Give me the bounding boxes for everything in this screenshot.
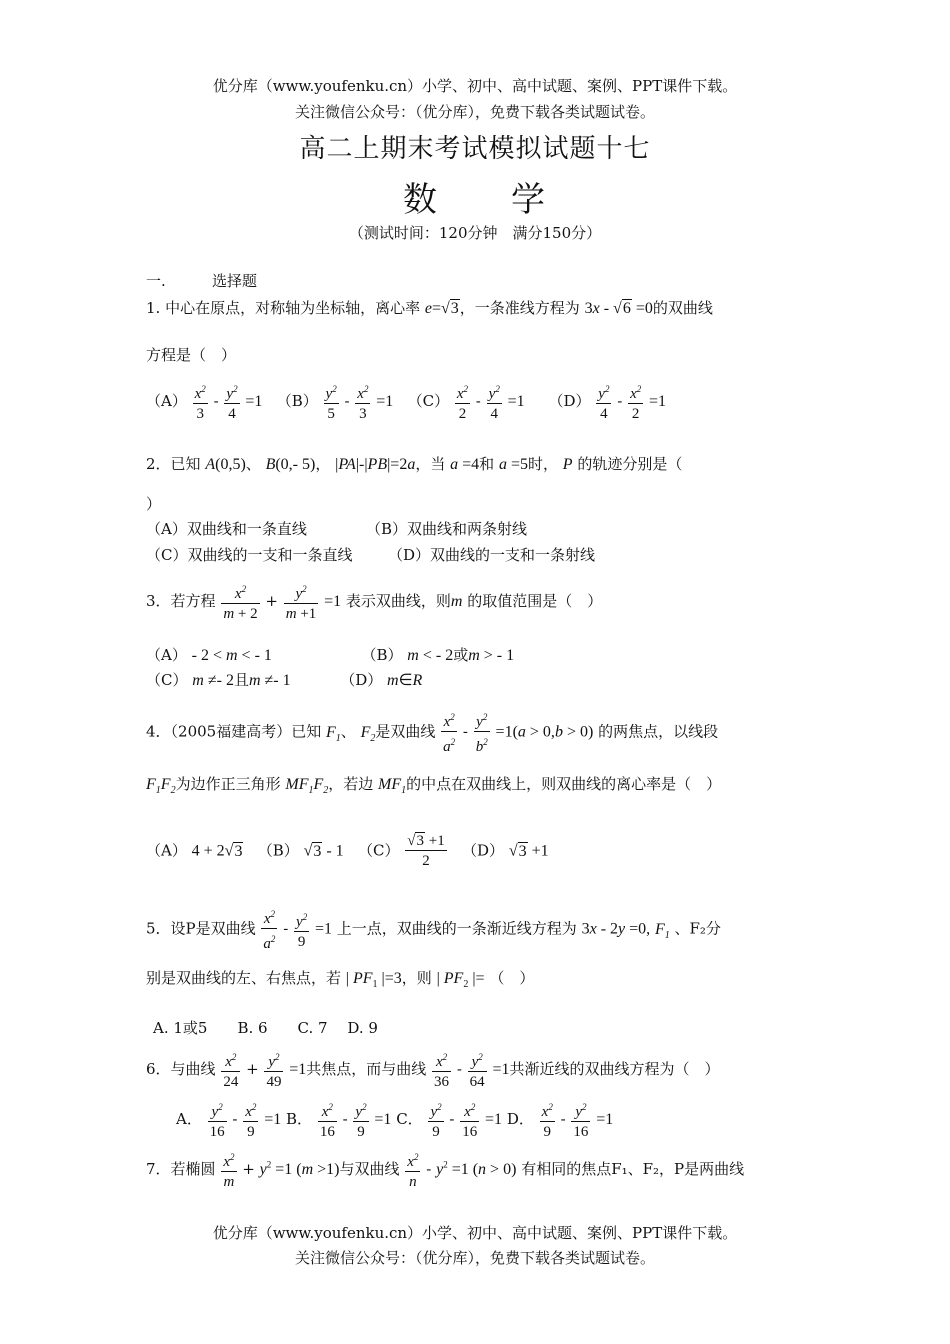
section-name: 选择题 [212, 272, 258, 290]
header-line-1: 优分库（www.youfenku.cn）小学、初中、高中试题、案例、PPT课件下载。 [212, 77, 738, 95]
question-6-options: A． $\frac{y^2}{16}$ - $\frac{x^2}{9}$ =1 B． $\frac{x^2}{16}$ - $\frac{y^2}{9}$ =1 C． $\frac{y^2}{9}$ - $\frac{x^2}{16}$ =1 D． $\frac{x^2}{9}$ - $\frac{y^2}{16}$ =1 [176, 1098, 613, 1142]
header-line-2: 关注微信公众号：（优分库），免费下载各类试题试卷。 [294, 103, 655, 121]
question-3-options-ab: （A） - 2 < m < - 1 （B） m < - 2或m > - 1 [146, 646, 515, 664]
question-7-line-1: 7．若椭圆 $\frac{x^2}{m}$ + $y^2 =1$ (m >1)与双曲线 $\frac{x^2}{n}$ - $y^2 =1$ (n > 0) 有相同的焦点F₁、F₂，P是两曲线 [146, 1148, 744, 1192]
section-number: 一. [146, 272, 166, 290]
page-title: 高二上期末考试模拟试题十七 [299, 134, 651, 164]
question-2-option-c: （C）双曲线的一支和一条直线 [146, 546, 353, 564]
question-2-option-d: （D）双曲线的一支和一条射线 [388, 546, 596, 564]
question-2-line-1: 2．已知 A(0,5)、 B(0,- 5)， |PA|-|PB|=2a，当 a =4和 a =5时， P 的轨迹分别是（ [146, 455, 683, 473]
question-1-options: （A） $\frac{x^2}{3}$ - $\frac{y^2}{4}$ =1 （B） $\frac{y^2}{5}$ - $\frac{x^2}{3}$ =1 （C） $\frac{x^2}{2}$ - $\frac{y^2}{4}$ =1 （D） $\frac{y^2}{4}$ - $\frac{x^2}{2}$ =1 [146, 380, 666, 424]
question-3-line-1: 3．若方程 $\frac{x^2}{m + 2}$ + $\frac{y^2}{m +1}$ =1 表示双曲线，则m 的取值范围是（ ） [146, 580, 602, 624]
question-2-close-paren: ） [146, 495, 162, 513]
question-4-options: （A） 4 + 2√3 （B） √3 - 1 （C） $\frac{√3 +1}{2}$ （D） √3 +1 [146, 833, 549, 869]
question-3-options-cd: （C） m ≠- 2且m ≠- 1 （D） m∈R [146, 671, 423, 689]
question-1-line-2: 方程是（ ） [146, 346, 237, 364]
question-4-line-1: 4．（2005福建高考）已知 $F_1$、 $F_2$是双曲线 $\frac{x^2}{a^2}$ - $\frac{y^2}{b^2}$ =1(a > 0,b > 0) 的两焦点，以线段 [146, 708, 718, 757]
question-5-options: A. 1或5 B. 6 C. 7 D. 9 [153, 1019, 378, 1037]
question-2-option-b: （B）双曲线和两条射线 [366, 520, 528, 538]
question-5-line-1: 5．设P是双曲线 $\frac{x^2}{a^2}$ - $\frac{y^2}{9}$ =1 上一点，双曲线的一条渐近线方程为 3x - 2y =0, $F_1$ 、F₂分 [146, 905, 721, 954]
footer-line-2: 关注微信公众号：（优分库），免费下载各类试题试卷。 [294, 1249, 655, 1267]
question-4-line-2: $F_1F_2$为边作正三角形 $MF_1F_2$，若边 $MF_1$的中点在双曲线上，则双曲线的离心率是（ ） [146, 775, 722, 797]
question-2-option-a: （A）双曲线和一条直线 [146, 520, 307, 538]
subject-title: 数 学 [403, 180, 547, 220]
exam-info: （测试时间：120分钟 满分150分） [348, 224, 602, 242]
question-5-line-2: 别是双曲线的左、右焦点，若 | $PF_1$ |=3，则 | $PF_2$ |= （ ） [146, 969, 535, 991]
question-1-line-1: 1. 中心在原点，对称轴为坐标轴，离心率 e=√3，一条准线方程为 3x - √6 =0的双曲线 [146, 299, 713, 317]
footer-line-1: 优分库（www.youfenku.cn）小学、初中、高中试题、案例、PPT课件下载。 [212, 1224, 738, 1242]
directrix-formula: 3x - √6 =0 [584, 300, 653, 317]
eccentricity-formula: e [424, 300, 432, 317]
question-6-line-1: 6．与曲线 $\frac{x^2}{24}$ + $\frac{y^2}{49}$ =1共焦点，而与曲线 $\frac{x^2}{36}$ - $\frac{y^2}{64}$ =1共渐近线的双曲线方程为（ ） [146, 1048, 719, 1092]
